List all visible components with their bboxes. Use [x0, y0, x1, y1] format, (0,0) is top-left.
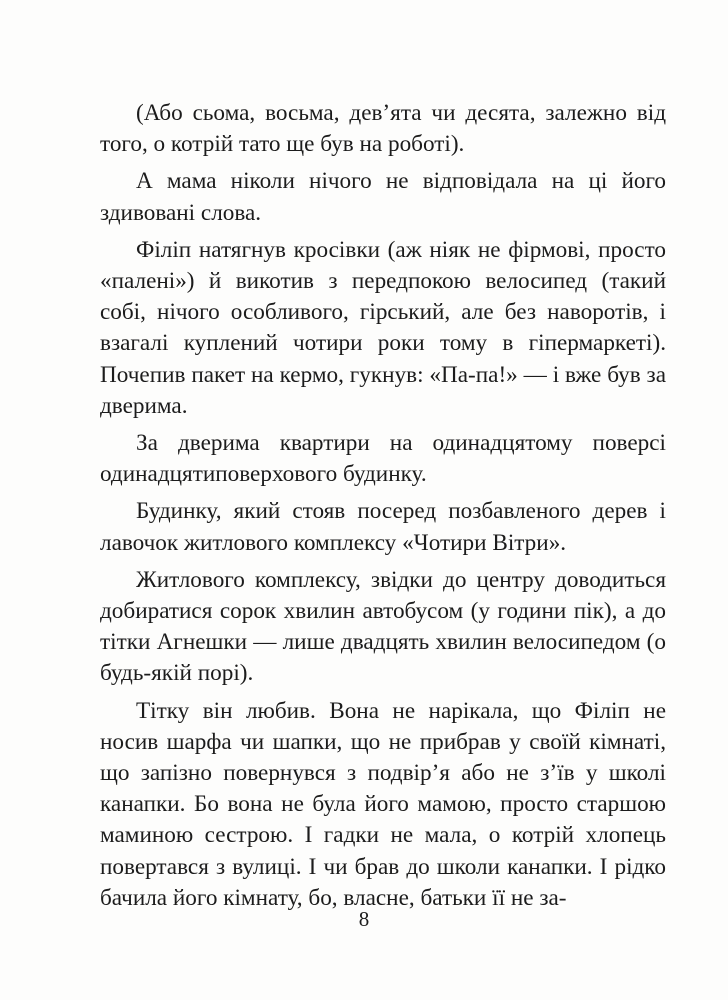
paragraph-2: А мама ніколи нічого не відповідала на ці його здивовані слова. [100, 168, 666, 226]
paragraph-6: Житлового комплексу, звідки до центру доводиться добиратися сорок хвилин автобусом (у години пік), а до тітки Агнешки — лише двадцять хвилин велосипедом (о будь-якій порі). [100, 566, 666, 687]
page-number: 8 [358, 907, 370, 931]
paragraph-3: Філіп натягнув кросівки (аж ніяк не фірмові, просто «палені») й викотив з передпокою велосипед (такий собі, нічого особливого, гірський, але без наворотів, і взагалі куплений чотири роки тому в гіпермаркеті). Почепив пакет на кермо, гукнув: «Па-па!» — і вже був за дверима. [100, 236, 666, 419]
paragraph-7: Тітку він любив. Вона не нарікала, що Філіп не носив шарфа чи шапки, що не прибрав у своїй кімнаті, що запізно повернувся з подвір’я або не з’їв у школі канапки. Бо вона не була його мамою, просто старшою маминою сестрою. І гадки не мала, о котрій хлопець повертався з вулиці. І чи брав до школи канапки. І рідко бачила його кімнату, бо, власне, батьки її не за- [100, 697, 666, 911]
body-text [100, 98, 666, 920]
paragraph-1: (Або сьома, восьма, дев’ята чи десята, залежно від того, о котрій тато ще був на роботі). [100, 100, 666, 158]
paragraph-4: За дверима квартири на одинадцятому поверсі одинадцятиповерхового будинку. [100, 430, 666, 488]
paragraph-5: Будинку, який стояв посеред позбавленого дерев і лавочок житлового комплексу «Чотири Вітри». [100, 498, 666, 556]
